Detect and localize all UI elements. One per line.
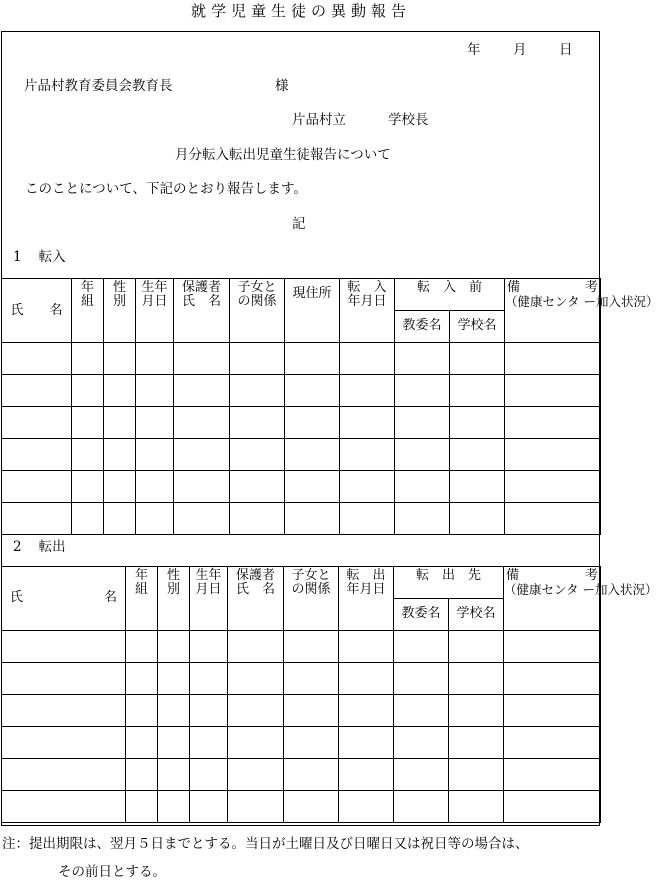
table-cell[interactable]: [72, 375, 104, 407]
col-birth-header: 生年 月日: [190, 567, 228, 631]
table-cell[interactable]: [339, 663, 394, 695]
remarks-label: 備考: [506, 568, 599, 583]
table-cell[interactable]: [104, 407, 136, 439]
table-cell[interactable]: [340, 439, 395, 471]
transfer-in-table: [1, 278, 659, 535]
table-cell[interactable]: [2, 631, 126, 663]
table-cell[interactable]: [339, 727, 394, 759]
intro-line: このことについて、下記のとおり報告します。: [25, 181, 307, 197]
table-cell[interactable]: [228, 791, 284, 823]
table-cell[interactable]: [230, 471, 285, 503]
table-cell[interactable]: [2, 695, 126, 727]
table-cell[interactable]: [190, 759, 228, 791]
table-cell[interactable]: [2, 375, 72, 407]
col-school-header: 学校名: [450, 311, 505, 343]
table-cell[interactable]: [285, 439, 340, 471]
table-cell[interactable]: [450, 503, 505, 535]
table-cell[interactable]: [228, 695, 284, 727]
table-cell[interactable]: [284, 663, 339, 695]
table-cell[interactable]: [174, 407, 230, 439]
table-cell[interactable]: [174, 439, 230, 471]
col-grade-header: 年 組: [72, 279, 104, 343]
col-date-header: 転 出 年月日: [339, 567, 394, 631]
table-cell[interactable]: [395, 407, 450, 439]
table-cell[interactable]: [104, 343, 136, 375]
table-cell[interactable]: [2, 439, 72, 471]
table-cell[interactable]: [394, 759, 449, 791]
table-cell[interactable]: [450, 375, 505, 407]
table-cell[interactable]: [126, 695, 158, 727]
section-transfer-out-heading: [13, 541, 66, 555]
table-cell[interactable]: [449, 727, 504, 759]
table-cell[interactable]: [72, 407, 104, 439]
table-cell[interactable]: [449, 759, 504, 791]
table-cell[interactable]: [190, 727, 228, 759]
table-cell[interactable]: [340, 343, 395, 375]
remarks-label: 備考: [507, 280, 599, 295]
table-cell[interactable]: [228, 727, 284, 759]
col-name-header: 氏 名: [2, 279, 72, 343]
table-cell[interactable]: [126, 663, 158, 695]
table-cell[interactable]: [505, 439, 601, 471]
table-cell[interactable]: [395, 375, 450, 407]
form-title: 就学児童生徒の異動報告: [190, 2, 411, 20]
subject-line: 月分転入転出児童生徒報告について: [175, 147, 391, 163]
table-cell[interactable]: [72, 503, 104, 535]
table-row: [2, 375, 601, 407]
table-cell[interactable]: [449, 791, 504, 823]
section-number: 2: [13, 539, 22, 555]
section-label: 転出: [38, 539, 66, 555]
table-row: [2, 503, 601, 535]
table-cell[interactable]: [450, 407, 505, 439]
table-cell[interactable]: [449, 663, 504, 695]
header-row: [2, 279, 601, 311]
table-cell[interactable]: [190, 791, 228, 823]
table-cell[interactable]: [450, 439, 505, 471]
table-cell[interactable]: [158, 695, 190, 727]
table-cell[interactable]: [230, 375, 285, 407]
table-cell[interactable]: [230, 407, 285, 439]
table-cell[interactable]: [2, 759, 126, 791]
col-remarks-header: [504, 567, 658, 631]
table-cell[interactable]: [228, 663, 284, 695]
col-grade-header: 年 組: [126, 567, 158, 631]
note-line-1: 注：提出期限は、翌月５日までとする。当日が土曜日及び日曜日又は祝日等の場合は、: [2, 836, 529, 852]
table-cell[interactable]: [505, 343, 601, 375]
table-cell[interactable]: [394, 695, 449, 727]
table-cell[interactable]: [395, 503, 450, 535]
table-cell[interactable]: [340, 471, 395, 503]
section-number: 1: [13, 249, 22, 265]
addressee-suffix: 様: [275, 78, 289, 94]
col-address-header: 現住所: [285, 279, 340, 343]
table-row: [2, 343, 601, 375]
table-cell[interactable]: [395, 343, 450, 375]
note-line-2: その前日とする。: [58, 864, 166, 880]
sender-village: 片品村立: [292, 112, 346, 128]
col-birth-header: 生年 月日: [136, 279, 174, 343]
table-cell[interactable]: [285, 375, 340, 407]
table-cell[interactable]: [136, 343, 174, 375]
col-relation-header: 子女と の関係: [284, 567, 339, 631]
col-relation-header: 子女と の関係: [230, 279, 285, 343]
col-board-header: 教委名: [395, 311, 450, 343]
table-row: [2, 695, 601, 727]
table-cell[interactable]: [395, 439, 450, 471]
table-cell[interactable]: [174, 471, 230, 503]
table-cell[interactable]: [505, 471, 601, 503]
table-cell[interactable]: [126, 631, 158, 663]
sender-title: 学校長: [388, 112, 429, 128]
table-cell[interactable]: [394, 727, 449, 759]
table-cell[interactable]: [228, 631, 284, 663]
table-cell[interactable]: [339, 631, 394, 663]
table-cell[interactable]: [504, 727, 601, 759]
table-cell[interactable]: [394, 663, 449, 695]
col-remarks-header: [505, 279, 659, 343]
table-cell[interactable]: [504, 791, 601, 823]
addressee-name: 片品村教育委員会教育長: [24, 78, 173, 94]
table-cell[interactable]: [504, 631, 601, 663]
table-cell[interactable]: [449, 631, 504, 663]
table-row: [2, 439, 601, 471]
table-row: [2, 663, 601, 695]
col-sex-header: 性 別: [158, 567, 190, 631]
name-label-last: 名: [103, 590, 117, 606]
table-cell[interactable]: [2, 503, 72, 535]
name-label-first: 氏: [10, 590, 24, 606]
table-cell[interactable]: [158, 759, 190, 791]
table-cell[interactable]: [504, 695, 601, 727]
table-row: [2, 631, 601, 663]
table-cell[interactable]: [284, 727, 339, 759]
ki-mark: 記: [292, 216, 306, 232]
table-cell[interactable]: [2, 471, 72, 503]
table-cell[interactable]: [450, 343, 505, 375]
table-cell[interactable]: [230, 343, 285, 375]
date-day: 日: [559, 42, 573, 58]
section-label: 転入: [38, 249, 66, 265]
col-dest-header: 転 出 先: [394, 567, 504, 599]
table-cell[interactable]: [158, 663, 190, 695]
table-cell[interactable]: [230, 503, 285, 535]
table-cell[interactable]: [504, 663, 601, 695]
table-cell[interactable]: [505, 375, 601, 407]
col-guardian-header: 保護者 氏 名: [174, 279, 230, 343]
table-row: [2, 727, 601, 759]
table-cell[interactable]: [505, 407, 601, 439]
col-board-header: 教委名: [394, 599, 449, 631]
remarks-sub-label: （健康センタ ー加入状況）: [504, 582, 658, 598]
table-cell[interactable]: [158, 727, 190, 759]
table-cell[interactable]: [136, 407, 174, 439]
table-cell[interactable]: [2, 791, 126, 823]
col-prev-header: 転 入 前: [395, 279, 505, 311]
table-cell[interactable]: [284, 631, 339, 663]
table-cell[interactable]: [190, 631, 228, 663]
table-cell[interactable]: [126, 791, 158, 823]
remarks-sub-label: （健康センタ ー加入状況）: [505, 294, 659, 310]
table-cell[interactable]: [450, 471, 505, 503]
table-cell[interactable]: [285, 503, 340, 535]
table-cell[interactable]: [340, 407, 395, 439]
table-cell[interactable]: [230, 439, 285, 471]
col-guardian-header: 保護者 氏 名: [228, 567, 284, 631]
col-sex-header: 性 別: [104, 279, 136, 343]
table-cell[interactable]: [2, 663, 126, 695]
table-cell[interactable]: [284, 695, 339, 727]
table-cell[interactable]: [339, 791, 394, 823]
header-row: [2, 567, 601, 599]
table-cell[interactable]: [190, 695, 228, 727]
table-cell[interactable]: [158, 631, 190, 663]
table-cell[interactable]: [190, 663, 228, 695]
table-cell[interactable]: [2, 343, 72, 375]
table-cell[interactable]: [505, 503, 601, 535]
table-cell[interactable]: [395, 471, 450, 503]
table-cell[interactable]: [394, 791, 449, 823]
table-cell[interactable]: [174, 343, 230, 375]
table-cell[interactable]: [285, 471, 340, 503]
table-cell[interactable]: [2, 727, 126, 759]
table-cell[interactable]: [72, 439, 104, 471]
date-month: 月: [513, 42, 527, 58]
date-year: 年: [467, 42, 481, 58]
table-cell[interactable]: [72, 471, 104, 503]
col-name-header: [2, 567, 126, 631]
table-cell[interactable]: [136, 375, 174, 407]
table-cell[interactable]: [340, 375, 395, 407]
table-cell[interactable]: [284, 759, 339, 791]
table-row: [2, 791, 601, 823]
table-cell[interactable]: [104, 439, 136, 471]
table-cell[interactable]: [2, 407, 72, 439]
table-cell[interactable]: [285, 343, 340, 375]
table-cell[interactable]: [339, 695, 394, 727]
table-cell[interactable]: [126, 759, 158, 791]
table-cell[interactable]: [104, 471, 136, 503]
table-cell[interactable]: [72, 343, 104, 375]
table-cell[interactable]: [340, 503, 395, 535]
table-row: [2, 759, 601, 791]
table-cell[interactable]: [136, 439, 174, 471]
table-cell[interactable]: [104, 375, 136, 407]
table-cell[interactable]: [504, 759, 601, 791]
table-cell[interactable]: [339, 759, 394, 791]
table-cell[interactable]: [104, 503, 136, 535]
table-row: [2, 471, 601, 503]
table-cell[interactable]: [228, 759, 284, 791]
table-cell[interactable]: [449, 695, 504, 727]
col-date-header: 転 入 年月日: [340, 279, 395, 343]
table-cell[interactable]: [174, 375, 230, 407]
transfer-out-table: [1, 566, 658, 823]
col-school-header: 学校名: [449, 599, 504, 631]
table-cell[interactable]: [136, 503, 174, 535]
table-cell[interactable]: [285, 407, 340, 439]
table-cell[interactable]: [394, 631, 449, 663]
table-cell[interactable]: [126, 727, 158, 759]
table-cell[interactable]: [136, 471, 174, 503]
section-transfer-in-heading: [13, 251, 66, 265]
table-cell[interactable]: [284, 791, 339, 823]
table-row: [2, 407, 601, 439]
table-cell[interactable]: [174, 503, 230, 535]
table-cell[interactable]: [158, 791, 190, 823]
